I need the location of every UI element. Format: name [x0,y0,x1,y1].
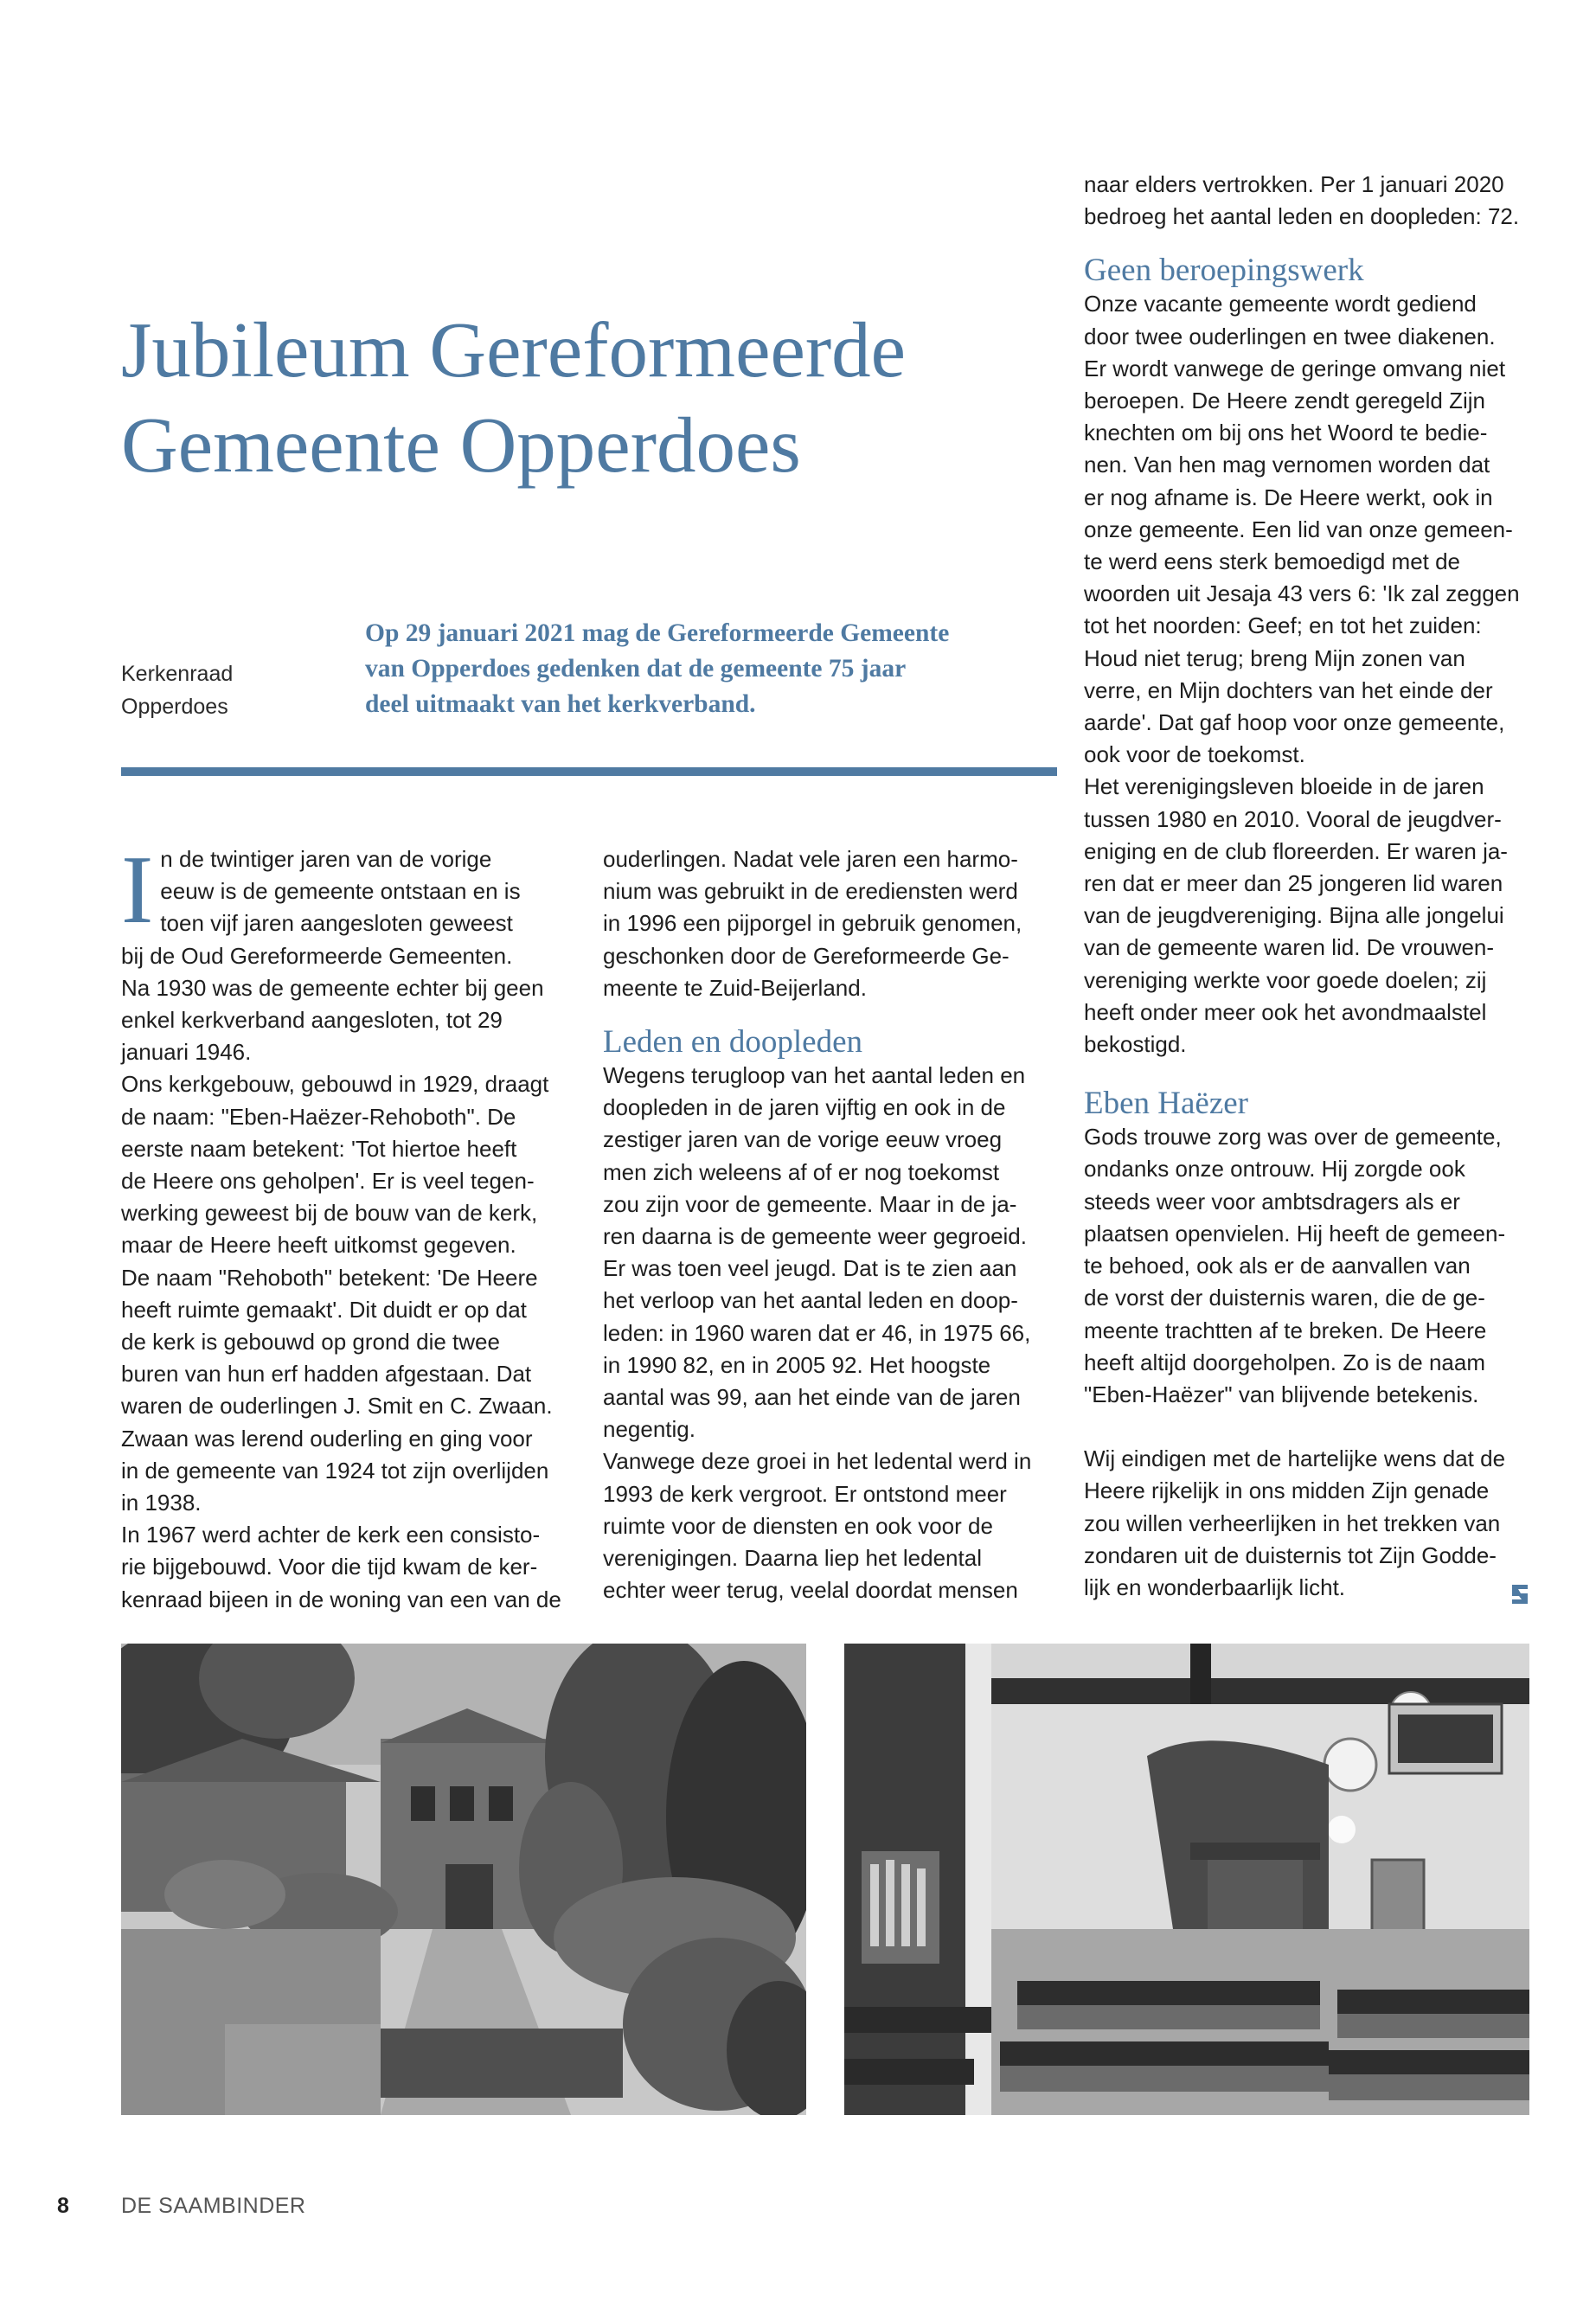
text-line: Houd niet terug; breng Mijn zonen van [1084,644,1465,671]
text-line: negentig. [603,1416,695,1443]
text-line: In 1967 werd achter de kerk een consisto- [121,1522,541,1548]
text-line: enkel kerkverband aangesloten, tot 29 [121,1007,503,1034]
text-line: te werd eens sterk bemoedigd met de [1084,548,1461,575]
article-title [121,303,1073,493]
author-byline [121,657,337,723]
text-line: in de gemeente van 1924 tot zijn overlijden [121,1457,549,1484]
text-line: De naam "Rehoboth" betekent: 'De Heere [121,1264,538,1291]
column-3-text-mid [1084,288,1547,1061]
text-line: zou zijn voor de gemeente. Maar in de ja- [603,1190,1017,1217]
text-line: n de twintiger jaren van de vorige [160,846,492,872]
author-line-1: Kerkenraad [121,662,234,686]
text-line: van de gemeente waren lid. De vrouwen- [1084,934,1495,961]
end-mark-icon [1509,1581,1531,1607]
text-line: lijk en wonderbaarlijk licht. [1084,1574,1346,1600]
text-line: doopleden in de jaren vijftig en ook in de [603,1094,1006,1121]
text-line: verenigingen. Daarna liep het ledental [603,1545,982,1572]
text-line: ondanks onze ontrouw. Hij zorgde ook [1084,1156,1465,1183]
text-line: "Eben-Haëzer" van blijvende betekenis. [1084,1381,1479,1407]
text-line: Gods trouwe zorg was over de gemeente, [1084,1124,1502,1150]
text-line: naar elders vertrokken. Per 1 januari 2020 [1084,171,1504,197]
text-line: Wij eindigen met de hartelijke wens dat de [1084,1445,1506,1472]
title-divider [121,767,1057,776]
text-line: woorden uit Jesaja 43 vers 6: 'Ik zal zeggen [1084,580,1520,607]
lead-line-1: Op 29 januari 2021 mag de Gereformeerde Gemeente [365,619,950,647]
text-line: tot het noorden: Geef; en tot het zuiden: [1084,612,1482,639]
text-line: Het verenigingsleven bloeide in de jaren [1084,773,1484,800]
text-line: aarde'. Dat gaf hoop voor onze gemeente, [1084,709,1505,736]
page-number: 8 [57,2194,69,2218]
text-line: vereniging werkte voor goede doelen; zij [1084,966,1487,993]
text-line: januari 1946. [121,1039,252,1066]
column-3-text-eben [1084,1121,1547,1411]
text-line: zondaren uit de duisternis tot Zijn Godde- [1084,1541,1497,1568]
text-line: buren van hun erf hadden afgestaan. Dat [121,1361,532,1388]
column-3-text-top [1084,169,1547,233]
text-line: men zich weleens af of er nog toekomst [603,1158,1000,1185]
text-line: te behoed, ook als er de aanvallen van [1084,1253,1471,1279]
text-line: heeft onder meer ook het avondmaalstel [1084,998,1487,1025]
text-line: maar de Heere heeft uitkomst gegeven. [121,1232,516,1259]
text-line: tussen 1980 en 2010. Vooral de jeugdver- [1084,805,1502,832]
text-line: nium was gebruikt in de erediensten werd [603,878,1018,905]
heading-geen-beroepingswerk: Geen beroepingswerk [1084,253,1364,289]
text-line: knechten om bij ons het Woord te bedie- [1084,420,1488,446]
text-line: in 1938. [121,1490,202,1516]
column-2-text-top [603,843,1053,1004]
text-line: Er was toen veel jeugd. Dat is te zien aan [603,1255,1017,1282]
text-line: meente te Zuid-Beijerland. [603,974,867,1001]
text-line: bedroeg het aantal leden en doopleden: 72. [1084,203,1520,230]
text-line: er nog afname is. De Heere werkt, ook in [1084,484,1493,510]
text-line: aantal was 99, aan het einde van de jaren [603,1384,1021,1411]
text-line: het verloop van het aantal leden en doop- [603,1287,1018,1314]
text-line: de vorst der duisternis waren, die de ge- [1084,1285,1485,1311]
text-line: zestiger jaren van de vorige eeuw vroeg [603,1126,1003,1153]
body-column-2 [603,843,1053,1606]
column-2-text-bottom [603,1060,1053,1606]
text-line: Heere rijkelijk in ons midden Zijn genade [1084,1477,1490,1504]
text-line: verre, en Mijn dochters van het einde der [1084,676,1493,703]
drop-cap: I [121,836,154,944]
text-line: in 1996 een pijporgel in gebruik genomen, [603,910,1022,937]
publication-name: DE SAAMBINDER [121,2194,306,2218]
text-line: werking geweest bij de bouw van de kerk, [121,1200,538,1227]
text-line: eeuw is de gemeente ontstaan en is [160,878,521,905]
heading-eben-haezer: Eben Haëzer [1084,1086,1249,1122]
text-line: zou willen verheerlijken in het trekken van [1084,1509,1501,1536]
text-line: waren de ouderlingen J. Smit en C. Zwaan. [121,1393,553,1420]
title-line-1: Jubileum Gereformeerde [121,306,907,394]
heading-leden-en-doopleden: Leden en doopleden [603,1024,862,1061]
text-line: 1993 de kerk vergroot. Er ontstond meer [603,1480,1007,1507]
text-line: rie bijgebouwd. Voor die tijd kwam de ker- [121,1554,538,1580]
body-column-3 [1084,169,1547,1604]
church-interior-photo [844,1644,1529,2115]
body-column-1 [121,836,571,1616]
text-line: Ons kerkgebouw, gebouwd in 1929, draagt [121,1071,549,1098]
text-line: bekostigd. [1084,1031,1187,1058]
text-line: in 1990 82, en in 2005 92. Het hoogste [603,1351,991,1378]
lead-line-2: van Opperdoes gedenken dat de gemeente 75 jaar [365,655,907,683]
title-line-2: Gemeente Opperdoes [121,401,801,489]
column-1-text [121,836,571,1616]
text-line: eerste naam betekent: 'Tot hiertoe heeft [121,1135,517,1162]
text-line: ouderlingen. Nadat vele jaren een harmo- [603,846,1018,872]
text-line: heeft ruimte gemaakt'. Dit duidt er op dat [121,1296,527,1323]
text-line: Zwaan was lerend ouderling en ging voor [121,1425,533,1452]
text-line: Vanwege deze groei in het ledental werd in [603,1448,1032,1475]
lead-line-3: deel uitmaakt van het kerkverband. [365,690,756,718]
text-line: de Heere ons geholpen'. Er is veel tegen- [121,1168,535,1195]
text-line: Na 1930 was de gemeente echter bij geen [121,974,544,1001]
text-line: door twee ouderlingen en twee diakenen. [1084,323,1496,349]
text-line: Er wordt vanwege de geringe omvang niet [1084,355,1506,381]
text-line: geschonken door de Gereformeerde Ge- [603,942,1010,969]
text-line: echter weer terug, veelal doordat mensen [603,1577,1018,1604]
text-line: Wegens terugloop van het aantal leden en [603,1062,1026,1089]
church-exterior-photo [121,1644,806,2115]
text-line: ruimte voor de diensten en ook voor de [603,1512,993,1539]
text-line: kenraad bijeen in de woning van een van de [121,1586,561,1612]
text-line: plaatsen openvielen. Hij heeft de gemeen- [1084,1220,1506,1247]
text-line: de naam: "Eben-Haëzer-Rehoboth". De [121,1103,516,1130]
text-line: heeft altijd doorgeholpen. Zo is de naam [1084,1349,1485,1375]
text-line: ren dat er meer dan 25 jongeren lid waren [1084,870,1503,897]
text-line: de kerk is gebouwd op grond die twee [121,1329,500,1356]
text-line: steeds weer voor ambtsdragers als er [1084,1188,1460,1215]
text-line: bij de Oud Gereformeerde Gemeenten. [121,942,513,969]
text-line: ren daarna is de gemeente weer gegroeid. [603,1223,1027,1250]
text-line: toen vijf jaren aangesloten geweest [160,910,513,937]
text-line: Onze vacante gemeente wordt gediend [1084,291,1477,317]
text-line: meente trachtten af te breken. De Heere [1084,1317,1487,1343]
text-line: beroepen. De Heere zendt geregeld Zijn [1084,388,1485,414]
text-line: eniging en de club floreerden. Er waren ja- [1084,837,1508,864]
column-3-text-end [1084,1443,1547,1604]
text-line: leden: in 1960 waren dat er 46, in 1975 66, [603,1319,1031,1346]
text-line: ook voor de toekomst. [1084,741,1305,768]
text-line: nen. Van hen mag vernomen worden dat [1084,452,1490,478]
text-line: van de jeugdvereniging. Bijna alle jongelui [1084,902,1504,929]
text-line: onze gemeente. Een lid van onze gemeen- [1084,516,1513,542]
author-line-2: Opperdoes [121,695,228,719]
lead-paragraph [365,616,1074,722]
